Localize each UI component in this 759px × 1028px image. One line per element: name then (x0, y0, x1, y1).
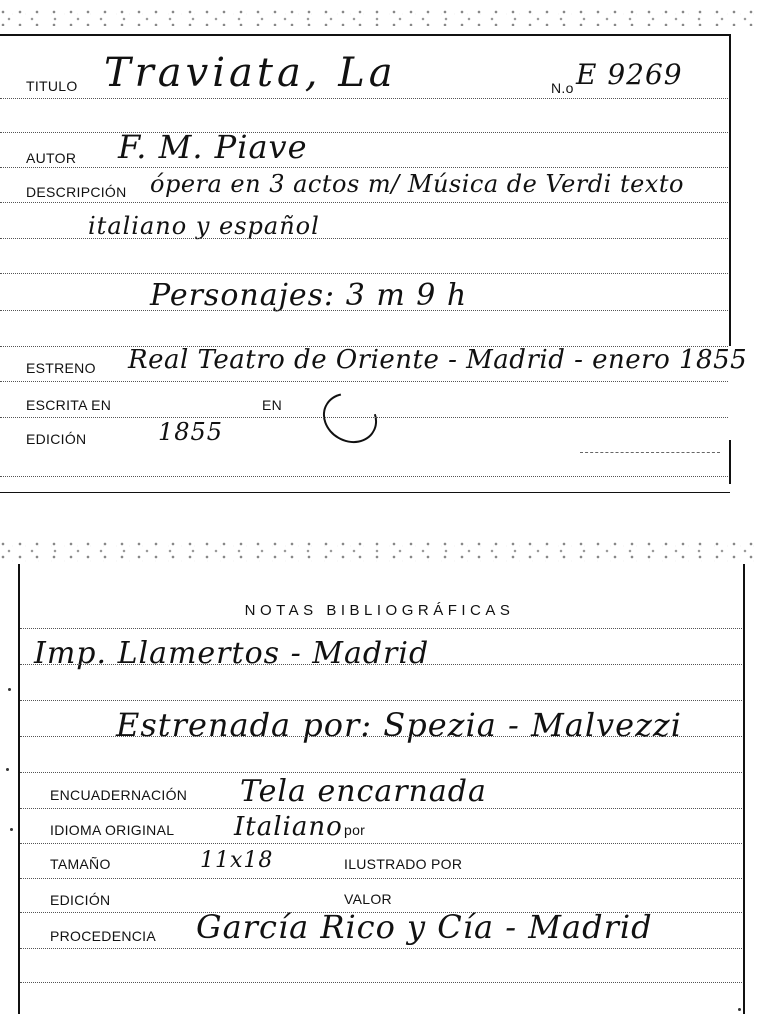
ilustrado-label: ILUSTRADO POR (344, 856, 463, 872)
procedencia-label: PROCEDENCIA (50, 928, 156, 944)
speck-mark (738, 1008, 741, 1011)
rule-line (0, 417, 728, 418)
rule-line (0, 167, 728, 168)
encuadernacion-label: ENCUADERNACIÓN (50, 787, 188, 803)
rule-line (580, 452, 720, 453)
rule-line (20, 808, 742, 809)
edicion-label-back: EDICIÓN (50, 892, 111, 908)
titulo-label: TITULO (26, 78, 78, 94)
rule-line (0, 381, 728, 382)
descripcion-label: DESCRIPCIÓN (26, 184, 127, 200)
rule-line (0, 273, 728, 274)
rule-line (20, 982, 742, 983)
tamano-label: TAMAÑO (50, 856, 111, 872)
rule-line (20, 628, 742, 629)
rule-line (20, 843, 742, 844)
catalog-card-front (0, 0, 759, 495)
procedencia-value: García Rico y Cía - Madrid (196, 908, 653, 946)
card-top-border (0, 34, 730, 36)
encuadernacion-value: Tela encarnada (240, 774, 487, 809)
speck-mark (8, 688, 11, 691)
section-title: NOTAS BIBLIOGRÁFICAS (244, 602, 515, 619)
edicion-value: 1855 (158, 418, 224, 446)
catalog-card-back (0, 538, 759, 1028)
titulo-value: Traviata, La (104, 50, 397, 96)
estreno-label: ESTRENO (26, 360, 96, 376)
rule-line (20, 772, 742, 773)
idioma-label: IDIOMA ORIGINAL (50, 822, 175, 838)
rule-line (0, 98, 728, 99)
rule-line (0, 132, 728, 133)
descripcion-line-1: ópera en 3 actos m/ Música de Verdi texto (150, 170, 684, 198)
card-right-border-lower (729, 440, 731, 484)
numero-label: N.o (551, 80, 574, 96)
card-right-border (729, 34, 731, 346)
numero-value: E 9269 (576, 58, 683, 91)
valor-label: VALOR (344, 891, 392, 907)
speck-mark (10, 828, 13, 831)
por-label: por (344, 822, 366, 838)
speck-mark (6, 768, 9, 771)
card-top-edge (0, 540, 759, 562)
descripcion-line-2: italiano y español (88, 212, 320, 240)
autor-value: F. M. Piave (118, 128, 308, 166)
autor-label: AUTOR (26, 150, 77, 166)
rule-line (0, 310, 728, 311)
rule-line (0, 202, 728, 203)
tamano-value: 11x18 (200, 848, 274, 873)
card-right-border (743, 564, 745, 1014)
rule-line (20, 664, 742, 665)
estreno-value: Real Teatro de Oriente - Madrid - enero 1855 (128, 345, 748, 375)
edicion-label: EDICIÓN (26, 431, 87, 447)
card-bottom-border (0, 492, 730, 493)
note-line-1: Imp. Llamertos - Madrid (34, 636, 430, 671)
idioma-value: Italiano (234, 812, 343, 842)
ink-mark (314, 383, 386, 453)
note-line-2: Estrenada por: Spezia - Malvezzi (116, 706, 683, 744)
rule-line (20, 878, 742, 879)
descripcion-line-3: Personajes: 3 m 9 h (150, 278, 468, 313)
rule-line (0, 238, 728, 239)
rule-line (20, 736, 742, 737)
rule-line (20, 948, 742, 949)
card-left-border (18, 564, 20, 1014)
card-top-edge (0, 8, 759, 26)
escrita-en-label: ESCRITA EN (26, 397, 112, 413)
en-label: EN (262, 397, 283, 413)
rule-line (20, 700, 742, 701)
rule-line (0, 476, 728, 477)
